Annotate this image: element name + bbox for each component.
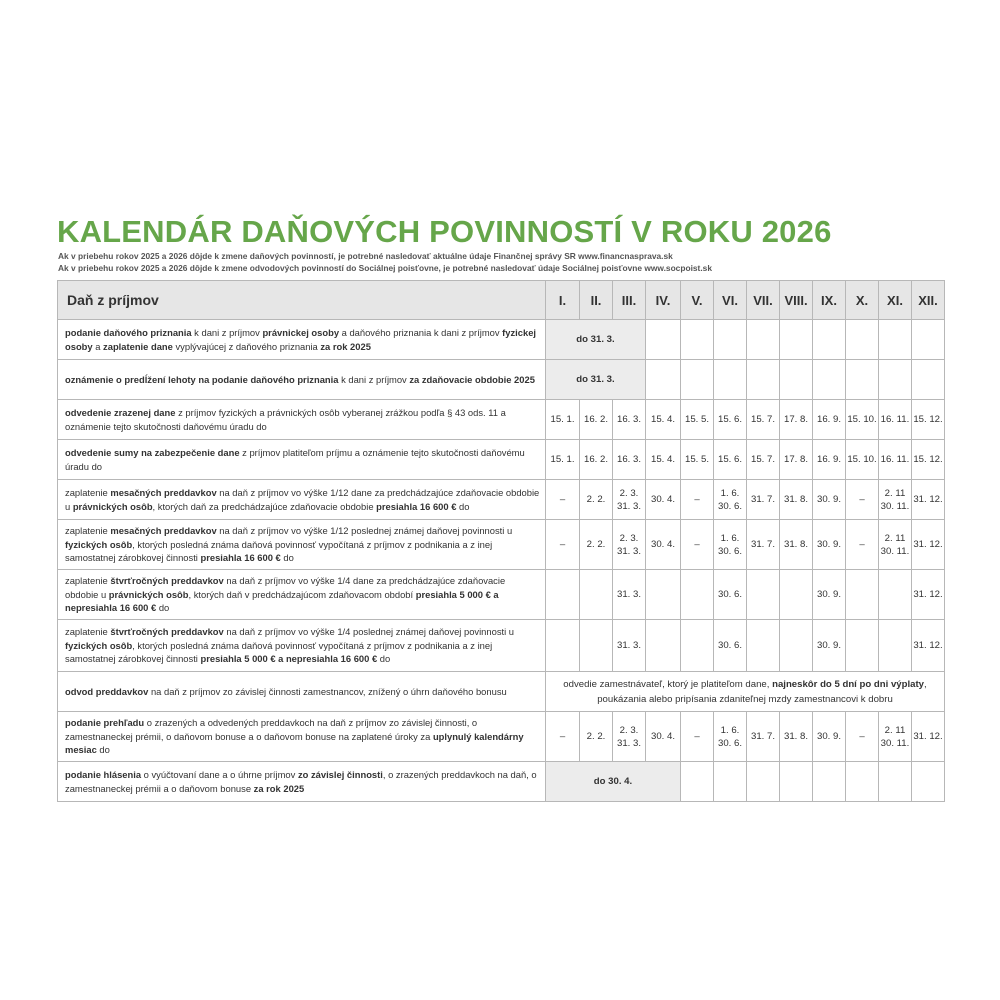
empty-cell: [681, 762, 714, 802]
table-row: [58, 520, 945, 570]
month-header: II.: [580, 281, 613, 320]
empty-cell: [681, 570, 714, 620]
text-run: fyzických osôb: [65, 538, 133, 550]
empty-cell: [780, 570, 813, 620]
deadline-line: 30. 6.: [717, 500, 742, 512]
text-run: fyzickej osoby: [65, 327, 537, 352]
empty-cell: [846, 762, 879, 802]
empty-cell: [747, 570, 780, 620]
empty-cell: [646, 360, 681, 400]
deadline-line: 31. 3.: [616, 500, 641, 512]
deadline-cell: –: [681, 520, 714, 570]
deadline-cell: 15. 7.: [747, 400, 780, 440]
tax-calendar-table: [57, 280, 945, 802]
month-header: VI.: [714, 281, 747, 320]
table-body: [58, 320, 945, 802]
text-run: oznámenie o predĺžení lehoty na podanie daňového priznania: [65, 373, 339, 385]
empty-cell: [846, 620, 879, 672]
table-row: [58, 672, 945, 712]
deadline-span: do 30. 4.: [546, 762, 681, 802]
deadline-cell: 30. 9.: [813, 520, 846, 570]
empty-cell: [879, 360, 912, 400]
deadline-cell: –: [546, 480, 580, 520]
empty-cell: [681, 620, 714, 672]
table-row: [58, 762, 945, 802]
text-run: , poukázania alebo pripísania zdaniteľnej mzdy zamestnancovi k dobru: [597, 678, 927, 705]
text-run: podanie prehľadu: [65, 717, 145, 729]
empty-cell: [846, 570, 879, 620]
deadline-cell: [613, 712, 646, 762]
text-run: fyzických osôb: [65, 639, 133, 651]
text-run: podanie daňového priznania: [65, 327, 192, 338]
text-run: mesačných preddavkov: [110, 487, 217, 498]
empty-cell: [646, 620, 681, 672]
deadline-line: 2. 3.: [619, 487, 639, 499]
text-run: odvedie zamestnávateľ, ktorý je platiteľom dane,: [563, 678, 773, 690]
deadline-cell: 16. 9.: [813, 440, 846, 480]
deadline-cell: 15. 10.: [846, 400, 879, 440]
text-run: zaplatenie: [65, 525, 111, 537]
deadline-cell: 30. 9.: [813, 480, 846, 520]
deadline-cell: 30. 9.: [813, 712, 846, 762]
text-run: a daňového priznania k dani z príjmov: [339, 327, 503, 338]
text-run: z príjmov fyzických a právnických osôb vyberanej zrážkou podľa § 43 ods. 11 a oznámenie tejto skutočnosti daňovému úradu do: [65, 407, 506, 432]
calendar-page: [57, 214, 944, 802]
month-header: III.: [613, 281, 646, 320]
deadline-line: 31. 3.: [616, 545, 641, 557]
text-run: o vyúčtovaní dane a o úhrne príjmov: [141, 769, 298, 780]
deadline-cell: 31. 7.: [747, 480, 780, 520]
deadline-cell: 30. 4.: [646, 520, 681, 570]
deadline-cell: [879, 520, 912, 570]
deadline-cell: –: [846, 712, 879, 762]
text-run: na daň z príjmov vo výške 1/12 poslednej známej daňovej povinnosti u: [216, 525, 513, 537]
empty-cell: [747, 620, 780, 672]
empty-cell: [580, 620, 613, 672]
text-run: , o zrazených preddavkoch na daň, o zamestnaneckej prémii a o daňovom bonuse: [65, 769, 537, 794]
obligation-description: [58, 520, 546, 570]
deadline-cell: 17. 8.: [780, 400, 813, 440]
text-run: za rok 2025: [320, 340, 371, 352]
empty-cell: [879, 320, 912, 360]
deadline-note: [546, 672, 945, 712]
deadline-cell: 30. 6.: [714, 570, 747, 620]
empty-cell: [714, 762, 747, 802]
note-socialna-poistovna: Ak v priebehu rokov 2025 a 2026 dôjde k zmene odvodových povinností do Sociálnej poisťovne, je potrebné nasledovať údaje Sociálnej poisťovne www.socpoist.sk: [58, 263, 712, 273]
empty-cell: [681, 320, 714, 360]
text-run: k dani z príjmov: [191, 327, 263, 338]
deadline-cell: 17. 8.: [780, 440, 813, 480]
deadline-cell: 31. 7.: [747, 712, 780, 762]
text-run: štvrťročných preddavkov: [110, 575, 224, 587]
month-header: V.: [681, 281, 714, 320]
deadline-cell: 16. 3.: [613, 440, 646, 480]
deadline-cell: 31. 12.: [912, 480, 945, 520]
deadline-line: 2. 3.: [619, 532, 639, 544]
deadline-cell: 31. 3.: [613, 620, 646, 672]
table-row: [58, 400, 945, 440]
deadline-cell: 31. 8.: [780, 480, 813, 520]
note-financna-sprava: Ak v priebehu rokov 2025 a 2026 dôjde k zmene daňových povinností, je potrebné nasledovať aktuálne údaje Finančnej správy SR www.financnasprava.sk: [58, 251, 673, 261]
deadline-cell: 16. 11.: [879, 400, 912, 440]
empty-cell: [846, 320, 879, 360]
empty-cell: [813, 360, 846, 400]
obligation-description: [58, 400, 546, 440]
obligation-description: [58, 360, 546, 400]
deadline-cell: [613, 480, 646, 520]
text-run: odvedenie zrazenej dane: [65, 407, 176, 418]
deadline-cell: 15. 1.: [546, 400, 580, 440]
empty-cell: [747, 360, 780, 400]
table-row: [58, 440, 945, 480]
text-run: , ktorých daň v predchádzajúcom zdaňovacom období: [188, 588, 416, 600]
empty-cell: [714, 360, 747, 400]
deadline-cell: 2. 2.: [580, 712, 613, 762]
empty-cell: [747, 320, 780, 360]
text-run: na daň z príjmov vo výške 1/4 dane za predchádzajúce zdaňovacie obdobie u: [65, 575, 506, 600]
deadline-cell: 31. 12.: [912, 570, 945, 620]
deadline-cell: 16. 9.: [813, 400, 846, 440]
text-run: najneskôr do 5 dní po dni výplaty: [772, 678, 925, 690]
deadline-cell: [714, 480, 747, 520]
month-header: VIII.: [780, 281, 813, 320]
deadline-cell: 30. 9.: [813, 620, 846, 672]
text-run: do: [377, 653, 391, 665]
empty-cell: [780, 360, 813, 400]
text-run: , ktorých posledná známa daňová povinnosť vypočítaná z príjmov z podnikania a z inej samostatnej zárobkovej činnosti: [65, 538, 493, 564]
obligation-description: [58, 320, 546, 360]
deadline-span: do 31. 3.: [546, 320, 646, 360]
empty-cell: [879, 570, 912, 620]
deadline-cell: –: [681, 712, 714, 762]
obligation-description: [58, 762, 546, 802]
empty-cell: [681, 360, 714, 400]
table-row: [58, 320, 945, 360]
text-run: odvod preddavkov: [65, 685, 149, 697]
empty-cell: [912, 320, 945, 360]
deadline-line: 2. 3.: [619, 724, 639, 736]
text-run: presiahla 16 600 €: [376, 500, 457, 512]
deadline-cell: 15. 6.: [714, 440, 747, 480]
deadline-cell: 16. 2.: [580, 440, 613, 480]
deadline-cell: 15. 7.: [747, 440, 780, 480]
deadline-cell: 15. 6.: [714, 400, 747, 440]
text-run: presiahla 5 000 € a nepresiahla 16 600 €: [65, 588, 499, 614]
empty-cell: [646, 570, 681, 620]
deadline-cell: 2. 2.: [580, 520, 613, 570]
deadline-line: 1. 6.: [720, 487, 740, 499]
month-header: IX.: [813, 281, 846, 320]
empty-cell: [580, 570, 613, 620]
deadline-cell: 15. 12.: [912, 440, 945, 480]
deadline-line: 30. 6.: [717, 545, 742, 557]
text-run: k dani z príjmov: [338, 373, 410, 385]
text-run: do: [156, 602, 170, 614]
text-run: , ktorých posledná známa daňová povinnosť vypočítaná z príjmov z podnikania a z inej samostatnej zárobkovej činnosti: [65, 639, 493, 665]
empty-cell: [780, 620, 813, 672]
deadline-cell: 31. 3.: [613, 570, 646, 620]
month-header: X.: [846, 281, 879, 320]
text-run: o zrazených a odvedených preddavkoch na daň z príjmov zo závislej činnosti, o zamestnaneckej prémii, o daňovom bonuse a o daňovom bonuse na zaplatené úroky za: [65, 717, 478, 742]
text-run: na daň z príjmov vo výške 1/12 dane za predchádzajúce zdaňovacie obdobie u: [65, 487, 540, 512]
deadline-line: 2. 11: [884, 724, 906, 736]
month-header: I.: [546, 281, 580, 320]
table-row: [58, 620, 945, 672]
text-run: vyplývajúcej z daňového priznania: [172, 340, 321, 352]
deadline-cell: 31. 12.: [912, 520, 945, 570]
deadline-cell: –: [546, 520, 580, 570]
deadline-cell: 30. 4.: [646, 480, 681, 520]
text-run: zaplatenie: [65, 487, 111, 498]
deadline-cell: 31. 7.: [747, 520, 780, 570]
text-run: , ktorých daň za predchádzajúce zdaňovacie obdobie: [152, 500, 377, 512]
obligation-description: [58, 480, 546, 520]
deadline-cell: 16. 11.: [879, 440, 912, 480]
deadline-cell: 31. 8.: [780, 520, 813, 570]
obligation-description: [58, 440, 546, 480]
header-label: Daň z príjmov: [58, 281, 546, 320]
text-run: mesačných preddavkov: [110, 525, 217, 537]
empty-cell: [813, 762, 846, 802]
obligation-description: [58, 570, 546, 620]
text-run: presiahla 16 600 €: [200, 552, 281, 564]
deadline-cell: [879, 712, 912, 762]
month-header: IV.: [646, 281, 681, 320]
deadline-cell: 15. 5.: [681, 440, 714, 480]
empty-cell: [879, 762, 912, 802]
deadline-line: 30. 6.: [717, 737, 742, 749]
empty-cell: [912, 762, 945, 802]
empty-cell: [546, 570, 580, 620]
deadline-cell: 30. 4.: [646, 712, 681, 762]
deadline-cell: 15. 4.: [646, 440, 681, 480]
text-run: na daň z príjmov zo závislej činnosti zamestnancov, znížený o úhrn daňového bonusu: [148, 685, 507, 697]
text-run: zo závislej činnosti: [297, 769, 383, 780]
obligation-description: [58, 672, 546, 712]
deadline-line: 30. 11.: [880, 545, 910, 557]
deadline-cell: 30. 9.: [813, 570, 846, 620]
table-header-row: [58, 281, 945, 320]
text-run: za rok 2025: [253, 782, 305, 794]
text-run: uplynulý kalendárny mesiac: [65, 730, 524, 756]
text-run: do: [96, 744, 110, 756]
empty-cell: [813, 320, 846, 360]
deadline-cell: 16. 3.: [613, 400, 646, 440]
deadline-cell: 15. 1.: [546, 440, 580, 480]
table-row: [58, 360, 945, 400]
deadline-cell: –: [846, 480, 879, 520]
deadline-cell: –: [681, 480, 714, 520]
text-run: právnických osôb: [108, 588, 189, 600]
table-row: [58, 570, 945, 620]
text-run: zaplatenie: [65, 575, 111, 587]
deadline-cell: 15. 4.: [646, 400, 681, 440]
text-run: presiahla 5 000 € a nepresiahla 16 600 €: [200, 653, 378, 665]
deadline-line: 1. 6.: [720, 532, 740, 544]
text-run: zaplatenie: [65, 626, 111, 638]
text-run: právnických osôb: [72, 500, 153, 512]
deadline-span: do 31. 3.: [546, 360, 646, 400]
deadline-cell: 31. 8.: [780, 712, 813, 762]
obligation-description: [58, 712, 546, 762]
text-run: zaplatenie dane: [103, 340, 173, 352]
empty-cell: [714, 320, 747, 360]
empty-cell: [780, 320, 813, 360]
deadline-cell: 31. 12.: [912, 620, 945, 672]
deadline-cell: [714, 712, 747, 762]
text-run: právnickej osoby: [262, 327, 340, 338]
deadline-cell: [714, 520, 747, 570]
empty-cell: [780, 762, 813, 802]
deadline-cell: –: [846, 520, 879, 570]
text-run: a: [92, 340, 104, 352]
text-run: za zdaňovacie obdobie 2025: [409, 373, 535, 385]
deadline-line: 1. 6.: [720, 724, 740, 736]
deadline-line: 30. 11.: [880, 500, 910, 512]
empty-cell: [646, 320, 681, 360]
month-header: XI.: [879, 281, 912, 320]
deadline-cell: 2. 2.: [580, 480, 613, 520]
empty-cell: [546, 620, 580, 672]
empty-cell: [879, 620, 912, 672]
deadline-line: 2. 11: [884, 487, 906, 499]
page-title: KALENDÁR DAŇOVÝCH POVINNOSTÍ V ROKU 2026: [57, 214, 832, 249]
deadline-cell: 30. 6.: [714, 620, 747, 672]
obligation-description: [58, 620, 546, 672]
table-row: [58, 480, 945, 520]
text-run: z príjmov platiteľom príjmu a oznámenie tejto skutočnosti daňovému úradu do: [65, 447, 525, 472]
empty-cell: [846, 360, 879, 400]
text-run: odvedenie sumy na zabezpečenie dane: [65, 447, 240, 458]
empty-cell: [912, 360, 945, 400]
deadline-cell: –: [546, 712, 580, 762]
text-run: podanie hlásenia: [65, 769, 142, 780]
deadline-cell: 15. 5.: [681, 400, 714, 440]
deadline-line: 30. 11.: [880, 737, 910, 749]
text-run: štvrťročných preddavkov: [110, 626, 224, 638]
deadline-cell: [879, 480, 912, 520]
deadline-cell: 16. 2.: [580, 400, 613, 440]
month-header: VII.: [747, 281, 780, 320]
deadline-cell: [613, 520, 646, 570]
text-run: do: [456, 500, 470, 512]
empty-cell: [747, 762, 780, 802]
deadline-line: 2. 11: [884, 532, 906, 544]
deadline-line: 31. 3.: [616, 737, 641, 749]
deadline-cell: 15. 10.: [846, 440, 879, 480]
table-row: [58, 712, 945, 762]
text-run: na daň z príjmov vo výške 1/4 poslednej známej daňovej povinnosti u: [223, 626, 515, 638]
deadline-cell: 15. 12.: [912, 400, 945, 440]
text-run: do: [280, 552, 294, 564]
month-header: XII.: [912, 281, 945, 320]
deadline-cell: 31. 12.: [912, 712, 945, 762]
